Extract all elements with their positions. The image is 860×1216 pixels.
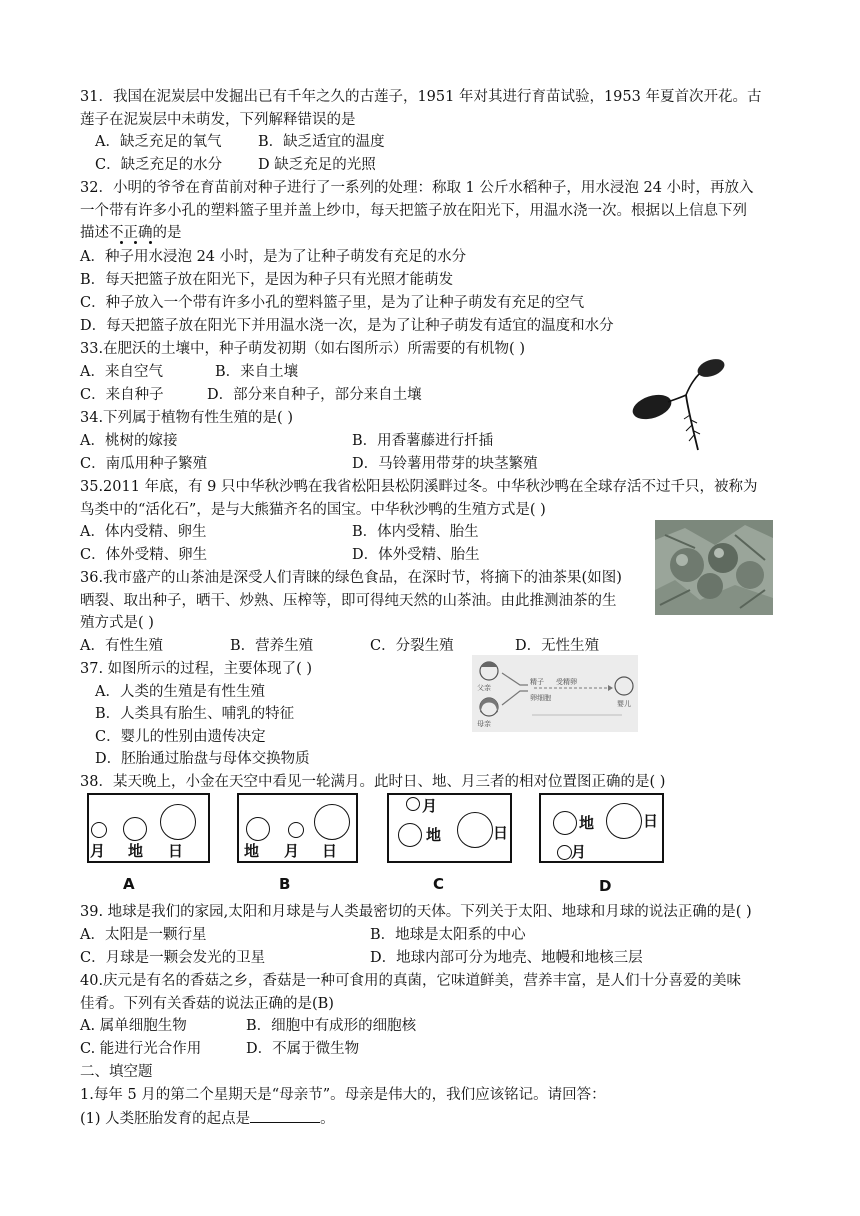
q34-option-a: A．桃树的嫁接 (80, 433, 178, 449)
q40-option-a: A. 属单细胞生物 (80, 1018, 187, 1034)
q39-stem: 39. 地球是我们的家园,太阳和月球是与人类最密切的天体。下列关于太阳、地球和月球的说法正确的是( ) (80, 904, 752, 920)
q36-option-d: D．无性生殖 (515, 638, 600, 654)
earth-circle (246, 817, 270, 841)
earth-label: 地 (244, 842, 260, 860)
sun-label: 日 (493, 824, 509, 842)
moon-circle (91, 822, 107, 838)
q35-option-c: C．体外受精、卵生 (80, 547, 208, 563)
q31-option-a: A．缺乏充足的氧气 (95, 134, 222, 150)
q37-option-a: A．人类的生殖是有性生殖 (95, 684, 265, 700)
q36-option-c: C．分裂生殖 (370, 638, 454, 654)
earth-label: 地 (426, 826, 442, 844)
label-baby: 婴儿 (617, 700, 631, 708)
fill1-part1-end: 。 (320, 1111, 335, 1127)
sun-label: 日 (322, 842, 338, 860)
moon-label: 月 (284, 842, 300, 860)
moon-label: 月 (90, 842, 106, 860)
q34-option-b: B．用香薯藤进行扦插 (352, 433, 494, 449)
section-heading: 二、填空题 (80, 1064, 153, 1080)
q37-option-b: B．人类具有胎生、哺乳的特征 (95, 706, 295, 722)
q39-option-a: A．太阳是一颗行星 (80, 927, 207, 943)
sun-circle (606, 803, 642, 839)
q36-option-b: B．营养生殖 (230, 638, 314, 654)
q32-option-d: D．每天把篮子放在阳光下并用温水浇一次，是为了让种子萌发有适宜的温度和水分 (80, 318, 614, 334)
q32-option-a: A．种子用水浸泡 24 小时，是为了让种子萌发有充足的水分 (80, 249, 467, 265)
moon-label: 月 (571, 843, 587, 861)
q35-option-b: B．体内受精、胎生 (352, 524, 479, 540)
label-mother: 母亲 (477, 720, 491, 728)
q31-stem-line2: 莲子在泥炭层中未萌发，下列解释错误的是 (80, 112, 356, 128)
q35-option-a: A．体内受精、卵生 (80, 524, 207, 540)
q36-stem-line1: 36.我市盛产的山茶油是深受人们青睐的绿色食品，在深时节，将摘下的油茶果(如图) (80, 570, 622, 586)
moon-label: 月 (422, 797, 438, 815)
sun-circle (457, 812, 493, 848)
diagram-d-caption: D (599, 877, 612, 895)
germinating-seed-figure (628, 355, 728, 453)
label-egg: 卵细胞 (530, 694, 551, 702)
q32-option-b: B．每天把篮子放在阳光下，是因为种子只有光照才能萌发 (80, 272, 454, 288)
q31-option-c: C．缺乏充足的水分 (95, 157, 223, 173)
q33-option-a: A．来自空气 (80, 364, 163, 380)
q37-stem: 37. 如图所示的过程，主要体现了( ) (80, 661, 313, 677)
q40-stem-line2: 佳肴。下列有关香菇的说法正确的是(B) (80, 996, 334, 1012)
label-zygote: 受精卵 (556, 678, 577, 686)
fill1-part1-text: (1) 人类胚胎发育的起点是 (80, 1111, 251, 1127)
q35-stem-line2: 鸟类中的“活化石”，是与大熊猫齐名的国宝。中华秋沙鸭的生殖方式是( ) (80, 502, 546, 518)
reproduction-process-figure (472, 655, 638, 732)
q40-option-d: D．不属于微生物 (246, 1041, 360, 1057)
q38-stem: 38．某天晚上，小金在天空中看见一轮满月。此时日、地、月三者的相对位置图正确的是( ) (80, 774, 666, 790)
q31-option-d: D 缺乏充足的光照 (258, 157, 376, 173)
q36-stem-line3: 殖方式是( ) (80, 615, 154, 631)
moon-circle (406, 797, 420, 811)
q33-stem: 33.在肥沃的土壤中，种子萌发初期（如右图所示）所需要的有机物( ) (80, 341, 525, 357)
q36-stem-line2: 晒裂、取出种子，晒干、炒熟、压榨等，即可得纯天然的山茶油。由此推测油茶的生 (80, 593, 617, 609)
fill1-stem: 1.每年 5 月的第二个星期天是“母亲节”。母亲是伟大的，我们应该铭记。请回答： (80, 1087, 606, 1103)
answer-blank[interactable] (250, 1108, 320, 1123)
camellia-fruit-photo (655, 520, 773, 615)
q40-option-b: B．细胞中有成形的细胞核 (246, 1018, 417, 1034)
q40-stem-line1: 40.庆元是有名的香菇之乡，香菇是一种可食用的真菌，它味道鲜美，营养丰富，是人们十分喜爱的美味 (80, 973, 742, 989)
q31-option-b: B．缺乏适宜的温度 (258, 134, 385, 150)
q39-option-d: D．地球内部可分为地壳、地幔和地核三层 (370, 950, 643, 966)
fill1-part1 (80, 1108, 335, 1129)
q39-option-b: B．地球是太阳系的中心 (370, 927, 526, 943)
q34-stem: 34.下列属于植物有性生殖的是( ) (80, 410, 293, 426)
q34-option-c: C．南瓜用种子繁殖 (80, 456, 208, 472)
diagram-a-caption: A (123, 875, 135, 893)
q40-option-c: C. 能进行光合作用 (80, 1041, 202, 1057)
q36-option-a: A．有性生殖 (80, 638, 163, 654)
sun-label: 日 (168, 842, 184, 860)
q35-option-d: D．体外受精、胎生 (352, 547, 480, 563)
earth-circle (398, 823, 422, 847)
sun-circle (314, 804, 350, 840)
q32-option-c: C．种子放入一个带有许多小孔的塑料篮子里，是为了让种子萌发有充足的空气 (80, 295, 585, 311)
q32-stem-line2: 一个带有许多小孔的塑料篮子里并盖上纱巾，每天把篮子放在阳光下，用温水浇一次。根据以上信息下列 (80, 203, 747, 219)
q37-option-c: C．婴儿的性别由遗传决定 (95, 729, 266, 745)
sun-label: 日 (643, 812, 659, 830)
q31-stem-line1: 31．我国在泥炭层中发掘出已有千年之久的古莲子，1951 年对其进行育苗试验，1953 年夏首次开花。古 (80, 89, 762, 105)
emphasis-dot (149, 241, 152, 244)
earth-circle (553, 811, 577, 835)
moon-circle (288, 822, 304, 838)
emphasis-dot (120, 241, 123, 244)
q39-option-c: C．月球是一颗会发光的卫星 (80, 950, 266, 966)
label-sperm: 精子 (530, 678, 544, 686)
moon-circle (557, 845, 572, 860)
q33-option-b: B．来自土壤 (215, 364, 299, 380)
diagram-b-caption: B (279, 875, 291, 893)
q34-option-d: D．马铃薯用带芽的块茎繁殖 (352, 456, 538, 472)
q32-stem-line3: 描述不正确的是 (80, 225, 182, 241)
earth-label: 地 (579, 814, 595, 832)
q32-stem-line1: 32．小明的爷爷在育苗前对种子进行了一系列的处理：称取 1 公斤水稻种子，用水浸泡 24 小时，再放入 (80, 180, 754, 196)
label-father: 父亲 (477, 684, 491, 692)
earth-label: 地 (128, 842, 144, 860)
earth-circle (123, 817, 147, 841)
diagram-c-caption: C (433, 875, 445, 893)
q35-stem-line1: 35.2011 年底，有 9 只中华秋沙鸭在我省松阳县松阴溪畔过冬。中华秋沙鸭在全球存活不过千只，被称为 (80, 479, 758, 495)
q33-option-d: D．部分来自种子，部分来自土壤 (207, 387, 422, 403)
q37-option-d: D．胚胎通过胎盘与母体交换物质 (95, 751, 310, 767)
emphasis-dot (134, 241, 137, 244)
sun-circle (160, 804, 196, 840)
q33-option-c: C．来自种子 (80, 387, 164, 403)
